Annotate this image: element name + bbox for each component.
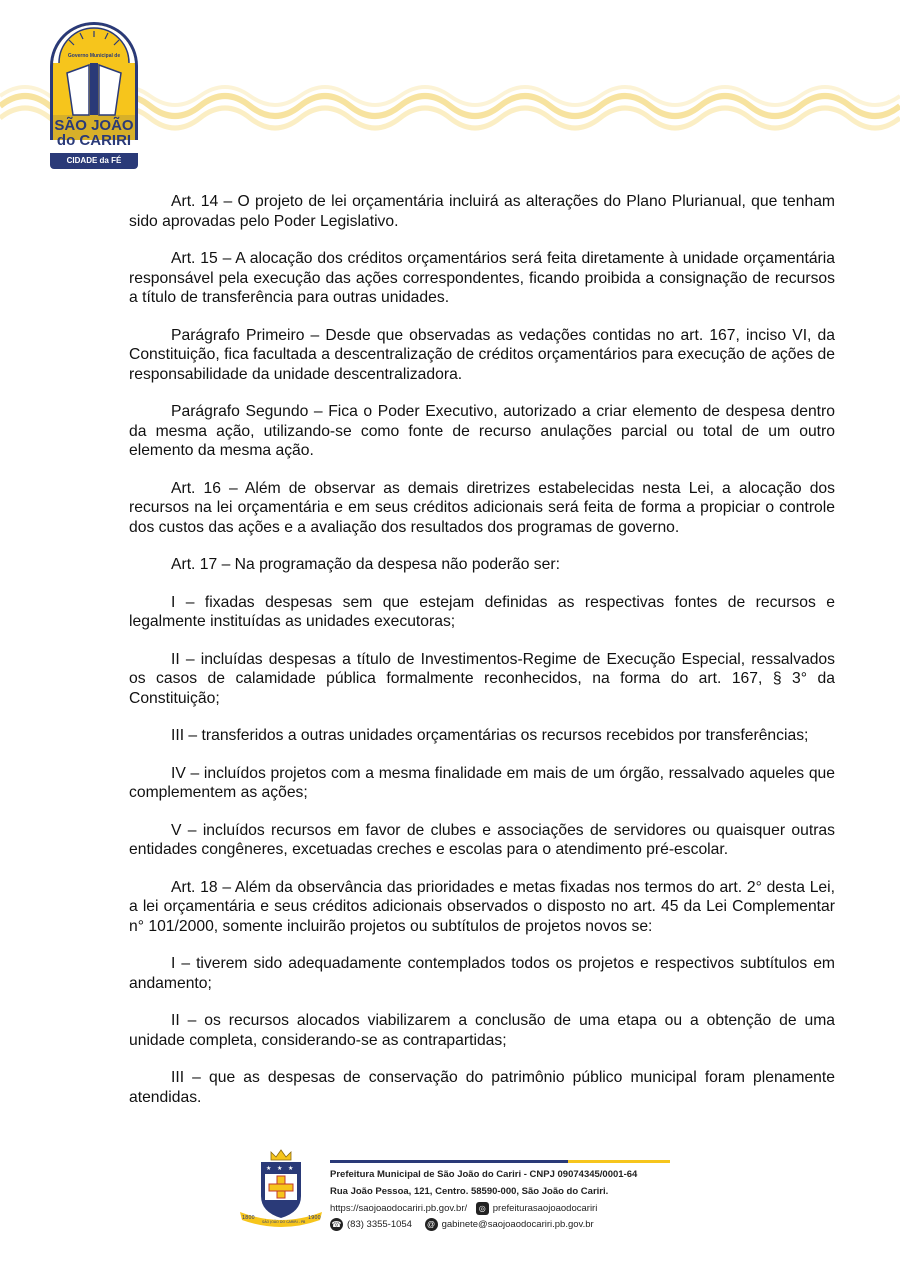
phone-icon: ☎ [331,1220,342,1229]
document-body [129,192,835,1125]
paragraph-art17-iv: IV – incluídos projetos com a mesma finalidade em mais de um órgão, ressalvado aqueles que complementem as ações; [129,764,835,801]
footer-website-link[interactable]: https://saojoaodocariri.pb.gov.br/ [330,1203,468,1215]
paragraph-art18-i: I – tiverem sido adequadamente contemplados todos os projetos e respectivos subtítulos em andamento; [129,955,835,992]
svg-text:★: ★ [288,1165,294,1172]
logo-name [48,118,140,148]
footer-org-line: Prefeitura Municipal de São João do Cariri - CNPJ 09074345/0001-64 [330,1169,638,1180]
paragraph-art17-i: I – fixadas despesas sem que estejam definidas as respectivas fontes de recursos e legalmente instituídas as unidades executoras; [129,593,835,630]
coat-of-arms-icon [236,1148,326,1228]
paragraph-art17: Art. 17 – Na programação da despesa não poderão ser: [171,556,560,573]
logo-name-line2: do CARIRI [56,132,132,149]
paragraph-art16: Art. 16 – Além de observar as demais diretrizes estabelecidas nesta Lei, a alocação dos recursos na lei orçamentária e em seus créditos adicionais será feita de forma a propiciar o controle dos custos das ações e a avaliação dos resultados dos programas de governo. [129,479,835,536]
crest-year-left: 1800 [242,1215,255,1221]
instagram-icon: ◎ [476,1202,489,1215]
paragraph-art17-iii: III – transferidos a outras unidades orçamentárias os recursos recebidos por transferências; [171,727,809,744]
paragraph-art17-v: V – incluídos recursos em favor de clubes e associações de servidores ou quaisquer outras entidades congêneres, excetuadas creches e escolas para o atendimento pré-escolar. [129,821,835,858]
paragraph-par2: Parágrafo Segundo – Fica o Poder Executivo, autorizado a criar elemento de despesa dentro da mesma ação, utilizando-se como fonte de recurso anulações parcial ou total de um outro elemento da mesma ação. [129,403,835,459]
logo-name-line1: SÃO JOÃO [54,117,134,134]
footer-divider [330,1160,670,1163]
crest-motto: SÃO JOÃO DO CARIRI - PB [262,1220,306,1224]
footer-contact-row [330,1218,594,1231]
municipal-logo [48,20,140,172]
paragraph-art18-ii: II – os recursos alocados viabilizarem a conclusão de uma etapa ou a obtenção de uma unidade completa, considerando-se as contrapartidas; [129,1012,835,1049]
footer-phone: (83) 3355-1054 [347,1219,412,1231]
footer-instagram-link[interactable]: prefeiturasaojoaodocariri [492,1203,598,1215]
logo-tagline: CIDADE da FÉ [50,153,138,169]
crest-year-right: 1900 [308,1215,321,1221]
footer-web-row [330,1202,597,1215]
footer-email-link[interactable]: gabinete@saojoaodocariri.pb.gov.br [441,1219,594,1231]
email-icon: @ [425,1218,438,1231]
paragraph-art14: Art. 14 – O projeto de lei orçamentária incluirá as alterações do Plano Plurianual, que tenham sido aprovadas pelo Poder Legislativo. [129,193,835,230]
paragraph-art17-ii: II – incluídas despesas a título de Investimentos-Regime de Execução Especial, ressalvados os casos de calamidade pública formalmente reconhecidos, na forma do art. 167, § 3° da Constituição; [129,650,835,707]
svg-text:★: ★ [266,1165,272,1172]
logo-small-text: Governo Municipal de [67,53,121,59]
paragraph-par1: Parágrafo Primeiro – Desde que observadas as vedações contidas no art. 167, inciso VI, da Constituição, fica facultada a descentralização de créditos orçamentários para execução de ações de responsabilidade da unidade descentralizadora. [129,326,835,383]
svg-text:★: ★ [277,1165,283,1172]
paragraph-art15: Art. 15 – A alocação dos créditos orçamentários será feita diretamente à unidade orçamentária responsável pela execução das ações correspondentes, ficando proibida a consignação de recursos a título de transferência para outras unidades. [129,250,835,306]
paragraph-art18-iii: III – que as despesas de conservação do patrimônio público municipal foram plenamente atendidas. [129,1069,835,1106]
footer-address: Rua João Pessoa, 121, Centro. 58590-000, São João do Cariri. [330,1186,609,1197]
page-footer [236,1148,676,1238]
paragraph-art18: Art. 18 – Além da observância das prioridades e metas fixadas nos termos do art. 2° desta Lei, a lei orçamentária e seus créditos adicionais observados o disposto no art. 45 da Lei Complementar n° 101/2000, somente incluirão projetos ou subtítulos de projetos novos se: [129,878,835,935]
